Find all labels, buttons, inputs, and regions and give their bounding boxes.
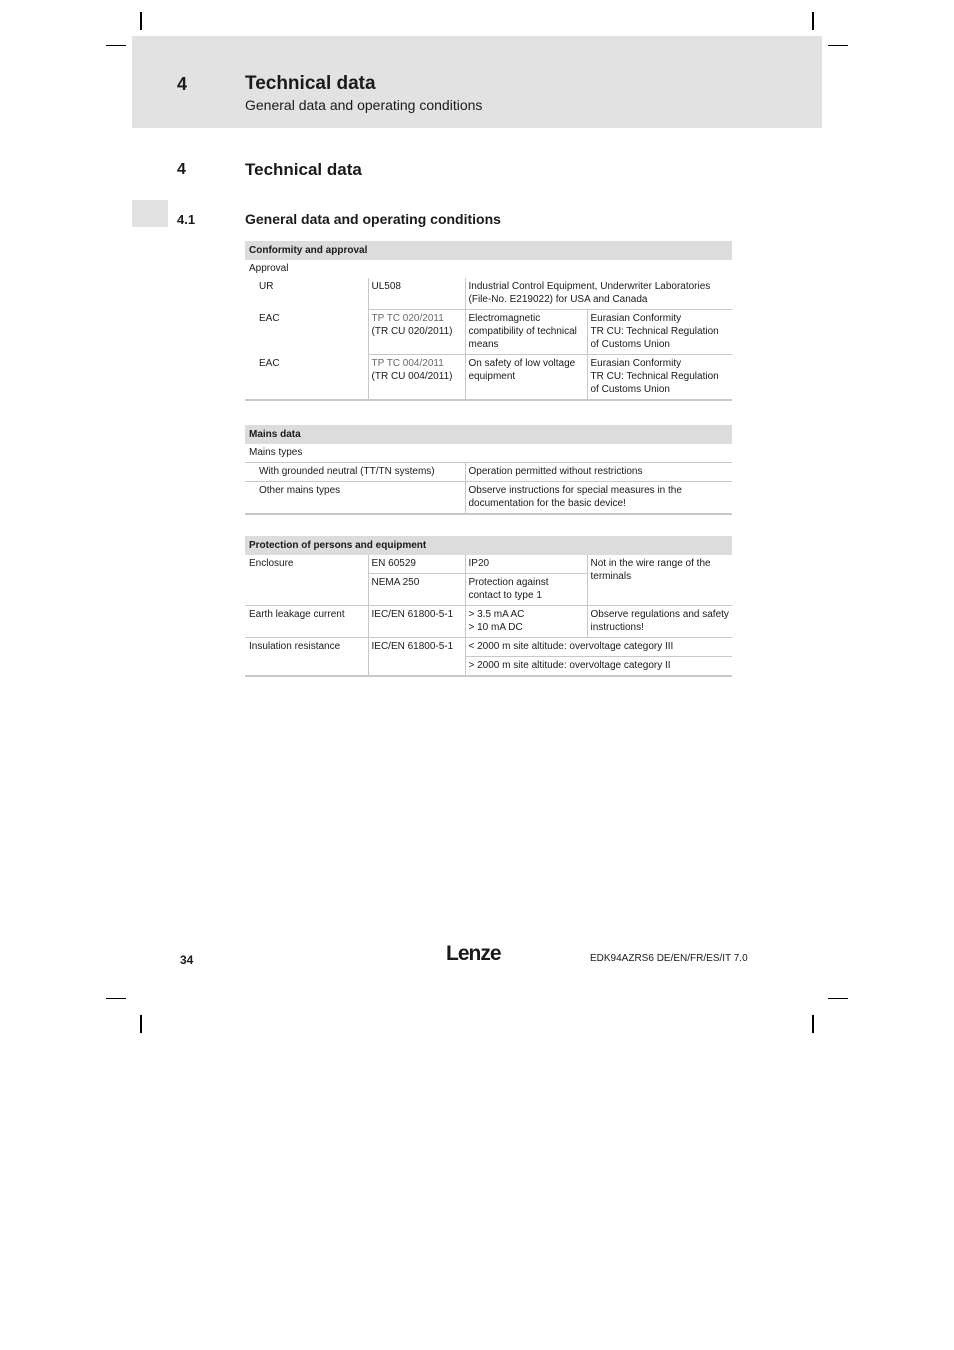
mains-type-name: Other mains types xyxy=(245,482,465,515)
standard-code: TP TC 004/2011 xyxy=(371,358,444,369)
header-chapter-title: Technical data xyxy=(245,73,376,94)
mains-type-value: Operation permitted without restrictions xyxy=(465,463,732,482)
note-line: Eurasian Conformity xyxy=(590,313,682,324)
enclosure-standard: EN 60529 xyxy=(368,555,465,574)
protection-caption: Protection of persons and equipment xyxy=(245,536,732,555)
table-row xyxy=(245,638,732,657)
section-tab-marker xyxy=(132,200,168,227)
table-row xyxy=(245,463,732,482)
crop-mark xyxy=(140,1015,142,1033)
crop-mark xyxy=(812,1015,814,1033)
mains-group-label: Mains types xyxy=(245,444,732,463)
mains-caption: Mains data xyxy=(245,425,732,444)
earth-leakage-note: Observe regulations and safety instructions! xyxy=(587,606,732,638)
conformity-caption: Conformity and approval xyxy=(245,241,732,260)
document-reference: EDK94AZRS6 DE/EN/FR/ES/IT 7.0 xyxy=(590,953,748,964)
table-row xyxy=(245,606,732,638)
insulation-value: > 2000 m site altitude: overvoltage category II xyxy=(465,657,732,677)
approval-note xyxy=(587,355,732,401)
section-title: Technical data xyxy=(245,160,362,179)
approval-name: EAC xyxy=(245,355,368,401)
header-chapter-number: 4 xyxy=(177,74,188,94)
crop-mark xyxy=(812,12,814,30)
approval-description: Electromagnetic compatibility of technical means xyxy=(465,310,587,355)
crop-mark xyxy=(828,45,848,46)
page-number: 34 xyxy=(180,953,194,967)
mains-type-value: Observe instructions for special measures in the documentation for the basic device! xyxy=(465,482,732,515)
note-line: TR CU: Technical Regulation of Customs Union xyxy=(590,326,719,350)
standard-alt-code: (TR CU 020/2011) xyxy=(371,326,453,337)
subsection-title: General data and operating conditions xyxy=(245,211,501,227)
header-section-subtitle: General data and operating conditions xyxy=(245,97,483,113)
enclosure-standard: NEMA 250 xyxy=(368,574,465,606)
table-row xyxy=(245,355,732,401)
approval-description: Industrial Control Equipment, Underwriter Laboratories (File-No. E219022) for USA and Canada xyxy=(465,278,732,310)
header-band xyxy=(132,36,822,128)
approval-name: EAC xyxy=(259,312,280,324)
approval-note xyxy=(587,310,732,355)
insulation-value: < 2000 m site altitude: overvoltage category III xyxy=(465,638,732,657)
protection-table xyxy=(245,536,732,677)
enclosure-value: IP20 xyxy=(465,555,587,574)
crop-mark xyxy=(106,45,126,46)
insulation-standard: IEC/EN 61800-5-1 xyxy=(368,638,465,677)
approval-description: On safety of low voltage equipment xyxy=(465,355,587,401)
standard-alt-code: (TR CU 004/2011) xyxy=(371,371,453,382)
enclosure-value: Protection against contact to type 1 xyxy=(465,574,587,606)
table-row xyxy=(245,278,732,310)
crop-mark xyxy=(106,998,126,999)
table-row xyxy=(245,555,732,574)
insulation-label: Insulation resistance xyxy=(245,638,368,677)
value-line: > 10 mA DC xyxy=(468,622,523,633)
note-line: TR CU: Technical Regulation of Customs Union xyxy=(590,371,719,395)
approval-standard xyxy=(368,310,465,355)
approval-name: UR xyxy=(259,281,274,292)
approval-standard xyxy=(368,355,465,401)
value-line: > 3.5 mA AC xyxy=(468,609,525,620)
lenze-logo: Lenze xyxy=(446,942,501,965)
enclosure-label: Enclosure xyxy=(245,555,368,606)
crop-mark xyxy=(140,12,142,30)
mains-type-name: With grounded neutral (TT/TN systems) xyxy=(245,463,465,482)
note-line: Eurasian Conformity xyxy=(590,358,682,369)
table-row xyxy=(245,310,732,355)
approval-standard: UL508 xyxy=(368,278,465,310)
earth-leakage-value xyxy=(465,606,587,638)
enclosure-note: Not in the wire range of the terminals xyxy=(587,555,732,606)
subsection-number: 4.1 xyxy=(177,212,196,227)
mains-table xyxy=(245,425,732,515)
approval-group-label: Approval xyxy=(249,263,289,274)
earth-leakage-standard: IEC/EN 61800-5-1 xyxy=(368,606,465,638)
conformity-table xyxy=(245,241,732,401)
crop-mark xyxy=(828,998,848,999)
section-number: 4 xyxy=(177,161,186,178)
earth-leakage-label: Earth leakage current xyxy=(245,606,368,638)
standard-code: TP TC 020/2011 xyxy=(371,313,444,324)
table-row xyxy=(245,482,732,515)
